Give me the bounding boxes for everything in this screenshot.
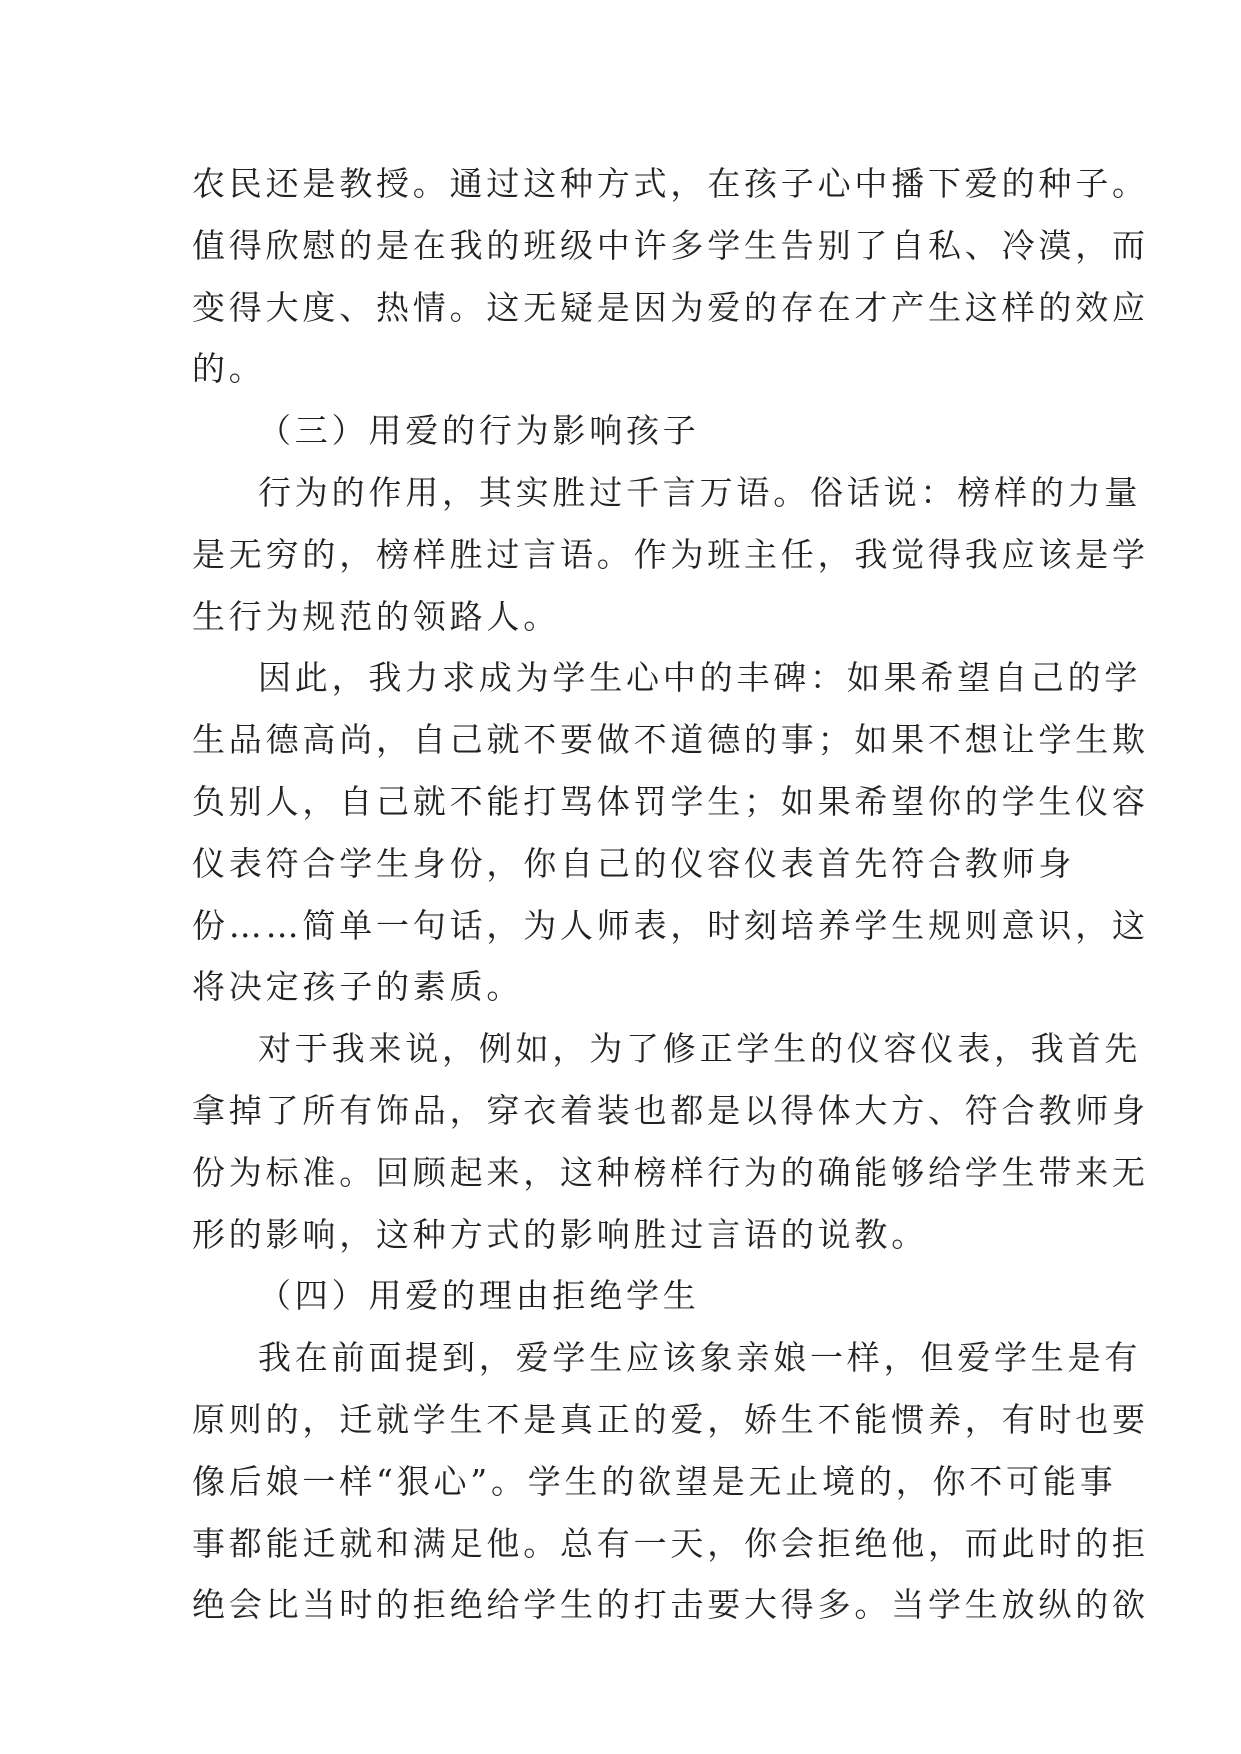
- paragraph-first-line: 行为的作用，其实胜过千言万语。俗话说：榜样的力量: [258, 472, 1142, 512]
- text-line: 绝会比当时的拒绝给学生的打击要大得多。当学生放纵的欲: [192, 1585, 1149, 1625]
- section-heading: （三）用爱的行为影响孩子: [258, 411, 700, 451]
- text-line: 生品德高尚，自己就不要做不道德的事；如果不想让学生欺: [192, 720, 1149, 760]
- text-line: 生行为规范的领路人。: [192, 596, 560, 636]
- text-line: 负别人，自己就不能打骂体罚学生；如果希望你的学生仪容: [192, 781, 1149, 821]
- text-line: 份为标准。回顾起来，这种榜样行为的确能够给学生带来无: [192, 1152, 1149, 1192]
- text-line: 的。: [192, 349, 266, 389]
- paragraph-first-line: 对于我来说，例如，为了修正学生的仪容仪表，我首先: [258, 1029, 1142, 1069]
- text-line: 变得大度、热情。这无疑是因为爱的存在才产生这样的效应: [192, 287, 1149, 327]
- text-line: 仪表符合学生身份，你自己的仪容仪表首先符合教师身: [192, 843, 1076, 883]
- text-line: 值得欣慰的是在我的班级中许多学生告别了自私、冷漠，而: [192, 225, 1149, 265]
- paragraph-first-line: 我在前面提到，爱学生应该象亲娘一样，但爱学生是有: [258, 1338, 1142, 1378]
- body-text: [192, 153, 1149, 1636]
- text-line: 事都能迁就和满足他。总有一天，你会拒绝他，而此时的拒: [192, 1523, 1149, 1563]
- text-line: 拿掉了所有饰品，穿衣着装也都是以得体大方、符合教师身: [192, 1090, 1149, 1130]
- text-line: 份……简单一句话，为人师表，时刻培养学生规则意识，这: [192, 905, 1149, 945]
- text-line: 原则的，迁就学生不是真正的爱，娇生不能惯养，有时也要: [192, 1399, 1149, 1439]
- text-line: 形的影响，这种方式的影响胜过言语的说教。: [192, 1214, 928, 1254]
- text-line: 是无穷的，榜样胜过言语。作为班主任，我觉得我应该是学: [192, 534, 1149, 574]
- text-line: 将决定孩子的素质。: [192, 967, 524, 1007]
- section-heading: （四）用爱的理由拒绝学生: [258, 1276, 700, 1316]
- text-line: 像后娘一样“狠心”。学生的欲望是无止境的，你不可能事: [192, 1461, 1117, 1501]
- paragraph-first-line: 因此，我力求成为学生心中的丰碑：如果希望自己的学: [258, 658, 1142, 698]
- text-line: 农民还是教授。通过这种方式，在孩子心中播下爱的种子。: [192, 164, 1149, 203]
